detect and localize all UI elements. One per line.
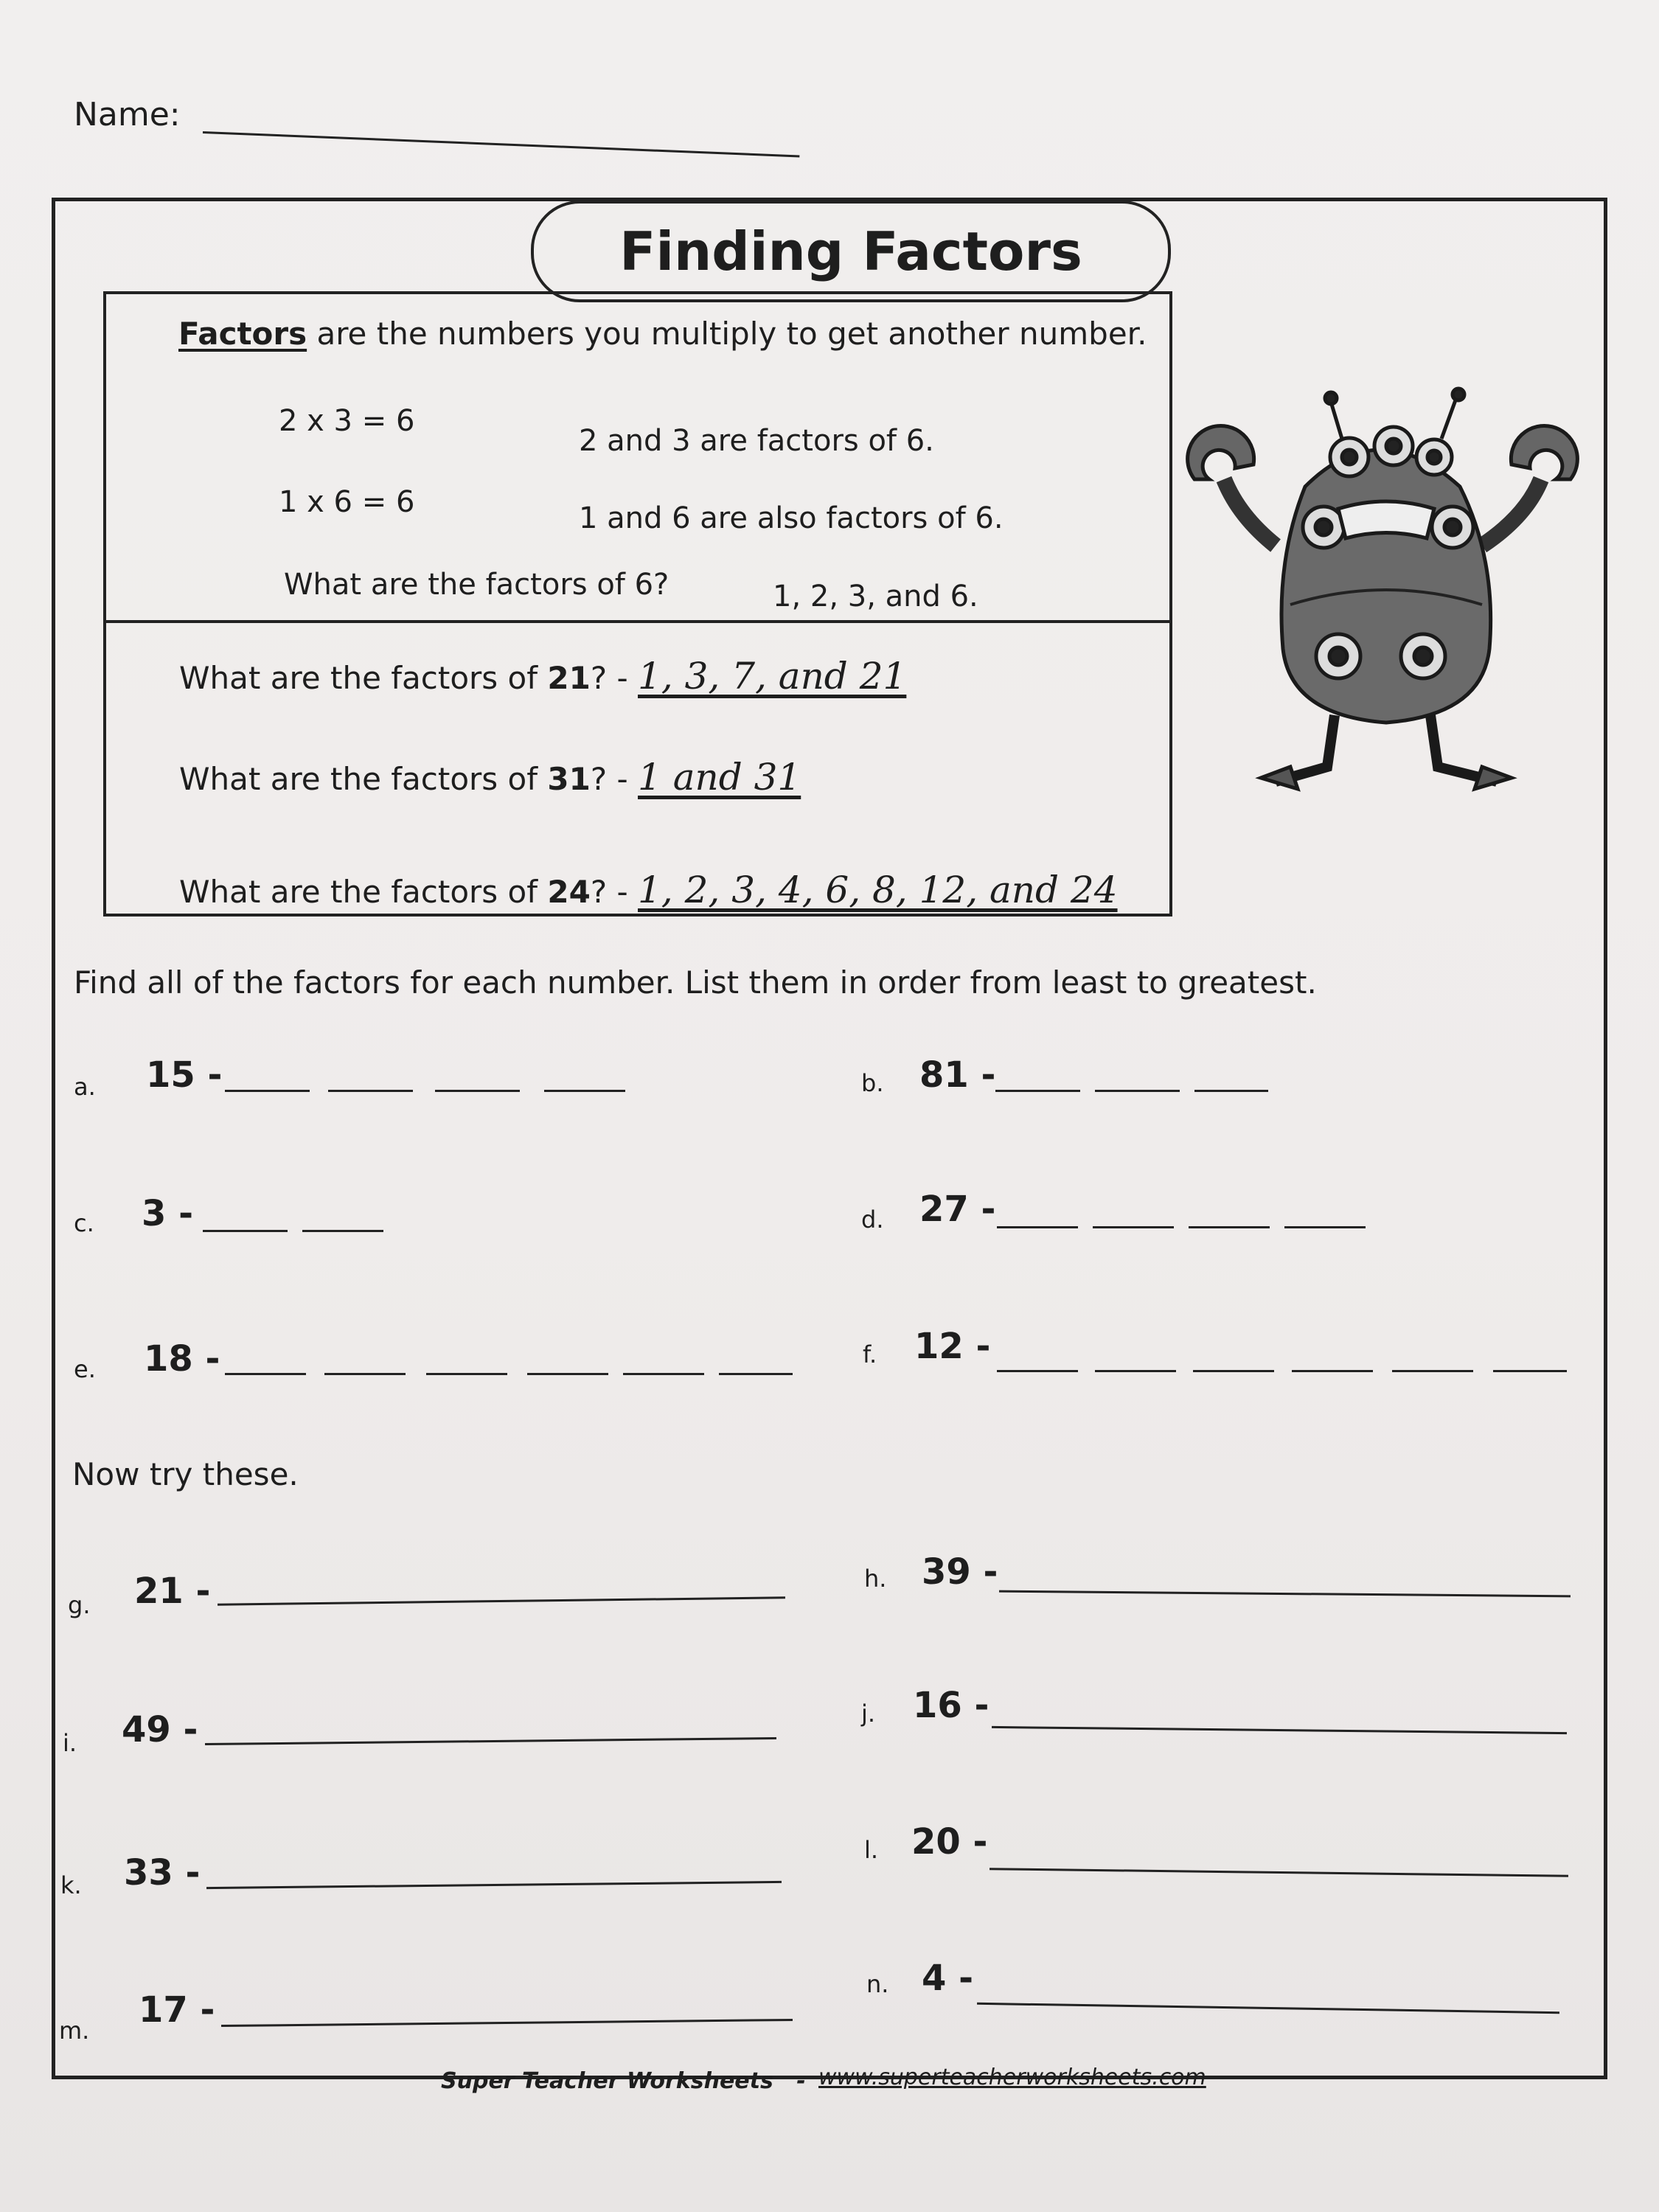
worked-answer-3: 1, 2, 3, 4, 6, 8, 12, and 24 [638, 869, 1118, 911]
footer-brand: Super Teacher Worksheets - [441, 2068, 806, 2094]
answer-blank[interactable] [1095, 1370, 1176, 1372]
definition-answer: 1, 2, 3, and 6. [773, 580, 978, 613]
answer-blank[interactable] [426, 1373, 507, 1375]
problem-d-letter: d. [861, 1206, 884, 1234]
answer-blank[interactable] [203, 1230, 288, 1232]
worked-answer-2: 1 and 31 [638, 756, 801, 799]
name-line [203, 131, 799, 158]
example-explanation-2: 1 and 6 are also factors of 6. [579, 501, 1004, 535]
definition-term: Factors [178, 316, 307, 352]
problem-c-label: 3 - [142, 1193, 194, 1234]
problem-j-label: 16 - [913, 1685, 990, 1726]
problem-b-letter: b. [861, 1069, 884, 1097]
problem-k-label: 33 - [124, 1852, 201, 1893]
worked-answer-1: 1, 3, 7, and 21 [638, 655, 907, 698]
problem-b-label: 81 - [919, 1054, 996, 1096]
answer-blank[interactable] [1093, 1226, 1174, 1228]
problem-d-label: 27 - [919, 1189, 996, 1230]
answer-blank[interactable] [1493, 1370, 1567, 1372]
page-title: Finding Factors [531, 201, 1171, 302]
problem-j-letter: j. [861, 1700, 876, 1728]
instructions: Find all of the factors for each number. List them in order from least to greatest. [74, 964, 1317, 1001]
answer-blank[interactable] [1392, 1370, 1473, 1372]
problem-k-letter: k. [60, 1871, 82, 1899]
footer-url[interactable]: www.superteacherworksheets.com [818, 2065, 1206, 2090]
problem-g-label: 21 - [134, 1571, 211, 1612]
problem-n-label: 4 - [922, 1958, 974, 1999]
answer-blank[interactable] [527, 1373, 608, 1375]
name-label: Name: [74, 96, 181, 133]
answer-blank[interactable] [623, 1373, 704, 1375]
answer-blank[interactable] [225, 1090, 310, 1092]
problem-g-letter: g. [68, 1591, 91, 1619]
answer-blank[interactable] [544, 1090, 625, 1092]
problem-i-letter: i. [63, 1729, 77, 1757]
answer-blank[interactable] [1193, 1370, 1274, 1372]
problem-a-label: 15 - [146, 1054, 223, 1096]
problem-e-label: 18 - [144, 1338, 220, 1380]
answer-blank[interactable] [995, 1090, 1080, 1092]
answer-blank[interactable] [997, 1226, 1078, 1228]
problem-f-letter: f. [863, 1340, 877, 1368]
definition-question: What are the factors of 6? [284, 568, 669, 602]
answer-blank[interactable] [1292, 1370, 1373, 1372]
problem-f-label: 12 - [914, 1326, 991, 1367]
try-heading: Now try these. [72, 1456, 299, 1492]
problem-l-letter: l. [864, 1836, 879, 1864]
problem-n-letter: n. [866, 1970, 889, 1998]
problem-m-letter: m. [59, 2017, 90, 2045]
answer-blank[interactable] [225, 1373, 306, 1375]
answer-blank[interactable] [1284, 1226, 1366, 1228]
worked-question-1: What are the factors of 21? - 1, 3, 7, and 21 [179, 655, 907, 698]
answer-blank[interactable] [324, 1373, 406, 1375]
problem-l-label: 20 - [911, 1821, 988, 1863]
answer-blank[interactable] [435, 1090, 520, 1092]
definition-rest: are the numbers you multiply to get another number. [307, 316, 1147, 352]
answer-blank[interactable] [328, 1090, 413, 1092]
answer-blank[interactable] [1194, 1090, 1268, 1092]
problem-m-label: 17 - [139, 1989, 215, 2031]
example-equation-1: 2 x 3 = 6 [279, 404, 415, 438]
problem-a-letter: a. [74, 1073, 96, 1101]
problem-c-letter: c. [74, 1209, 94, 1237]
problem-e-letter: e. [74, 1355, 96, 1383]
problem-i-label: 49 - [122, 1709, 198, 1750]
example-equation-2: 1 x 6 = 6 [279, 485, 415, 519]
definition-text [178, 316, 1147, 352]
answer-blank[interactable] [302, 1230, 383, 1232]
answer-blank[interactable] [1095, 1090, 1180, 1092]
worked-question-2: What are the factors of 31? - 1 and 31 [179, 756, 801, 799]
problem-h-letter: h. [864, 1565, 887, 1593]
example-explanation-1: 2 and 3 are factors of 6. [579, 424, 934, 458]
worked-question-3: What are the factors of 24? - 1, 2, 3, 4, 6, 8, 12, and 24 [179, 869, 1118, 911]
answer-blank[interactable] [997, 1370, 1078, 1372]
answer-blank[interactable] [719, 1373, 793, 1375]
answer-blank[interactable] [1189, 1226, 1270, 1228]
problem-h-label: 39 - [922, 1551, 998, 1593]
footer-separator: - [796, 2068, 806, 2094]
monster-icon [1180, 369, 1593, 826]
